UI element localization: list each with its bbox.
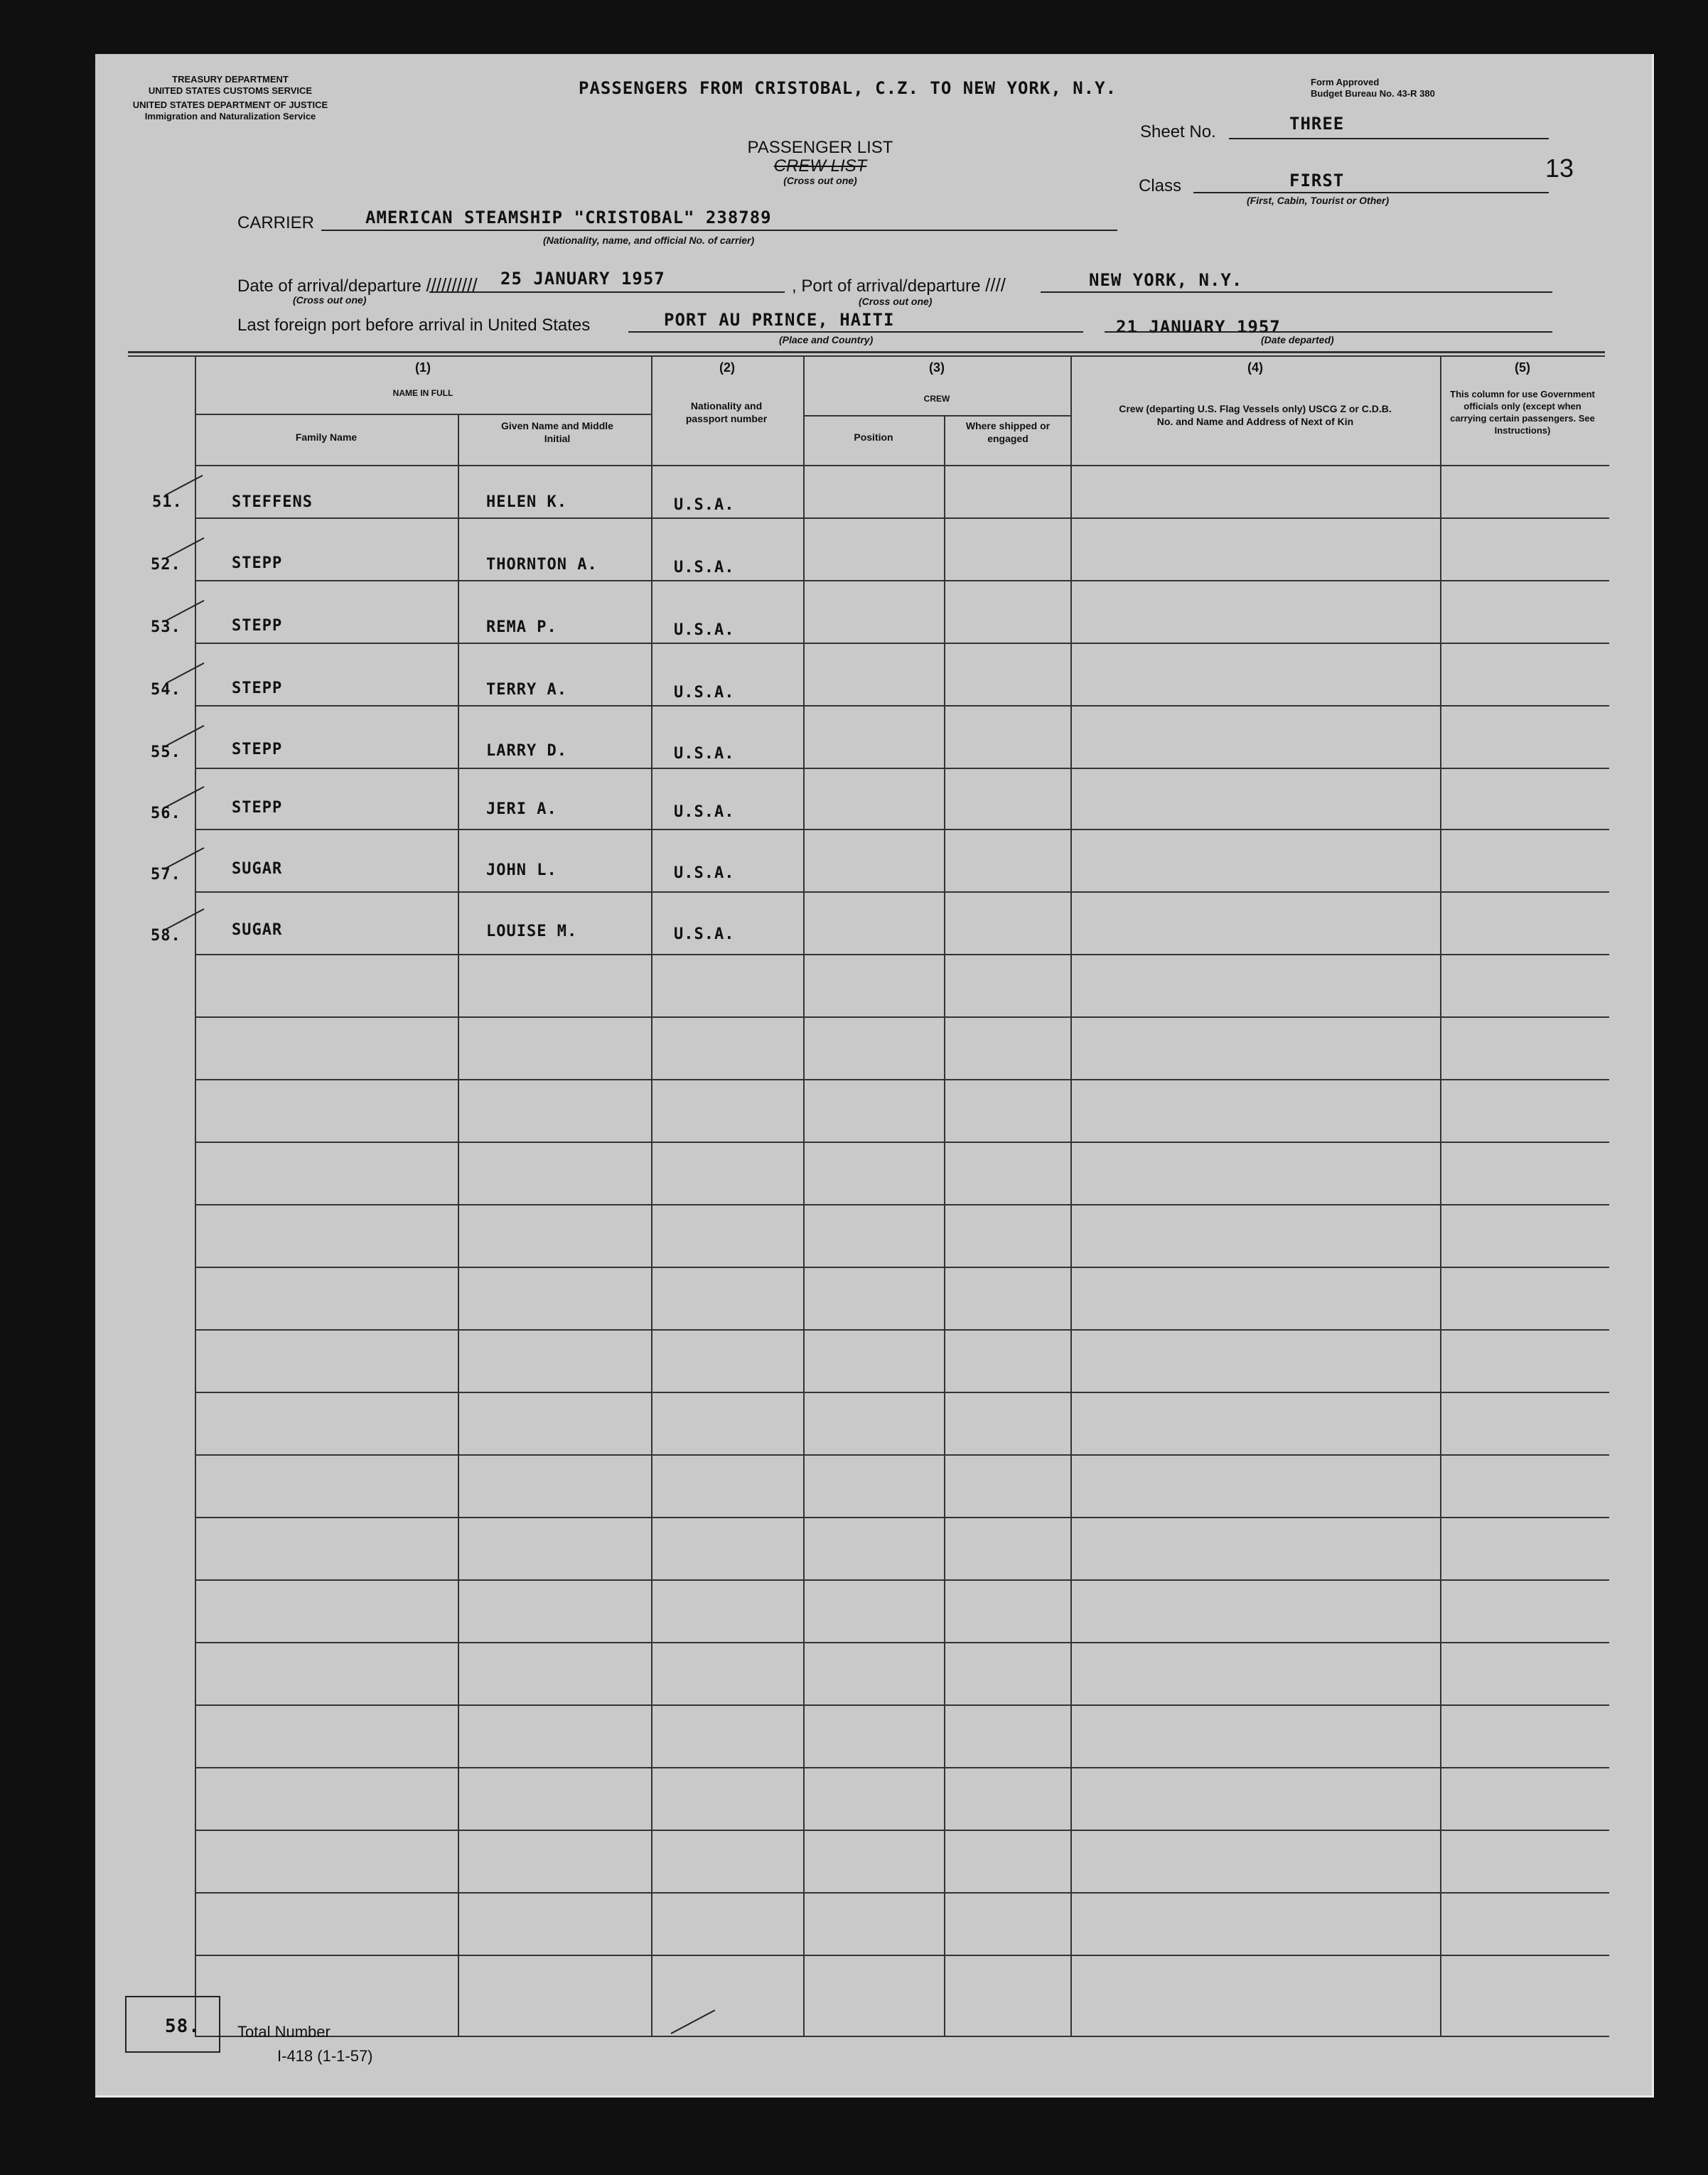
col2-title: Nationality and passport number [685, 400, 768, 424]
row-rule [195, 1579, 1609, 1581]
row-rule [195, 954, 1609, 955]
col5-title: This column for use Government officials only (except when carrying certain passengers. See Instructions) [1450, 389, 1595, 436]
nationality-cell: U.S.A. [674, 684, 735, 702]
col-line-given [458, 414, 459, 2037]
list-title-block [721, 138, 920, 186]
col-line-officials [1440, 355, 1441, 2037]
nationality-cell: U.S.A. [674, 864, 735, 882]
row-number: 58. [151, 927, 181, 945]
family-name-cell: STEPP [232, 554, 283, 572]
where-shipped-header: Where shipped or engaged [965, 420, 1051, 444]
table-bottom-rule [195, 2036, 1609, 2037]
date-label-text: Date of arrival/departure [237, 276, 421, 296]
route-title: PASSENGERS FROM CRISTOBAL, C.Z. TO NEW YORK, N.Y. [579, 78, 1117, 98]
row-rule [195, 1642, 1609, 1643]
crew-list-struck: CREW LIST [773, 156, 867, 176]
row-rule [195, 1892, 1609, 1894]
row-rule [195, 768, 1609, 769]
last-port-label: Last foreign port before arrival in United States [237, 316, 591, 335]
list-title-caption: (Cross out one) [783, 175, 857, 186]
row-number: 54. [151, 681, 181, 699]
row-rule [195, 891, 1609, 893]
date-departed-caption: (Date departed) [1261, 334, 1334, 345]
given-name-header: Given Name and Middle Initial [501, 420, 613, 444]
row-rule [195, 1142, 1609, 1143]
last-port-value: PORT AU PRINCE, HAITI [664, 310, 895, 330]
agency-line-1: TREASURY DEPARTMENT [172, 74, 289, 85]
row-rule [195, 580, 1609, 581]
carrier-label: CARRIER [237, 213, 315, 232]
given-name-cell: LOUISE M. [486, 923, 578, 940]
total-number-value: 58. [165, 2016, 200, 2037]
row-number: 55. [151, 743, 181, 761]
row-rule [195, 1204, 1609, 1205]
list-title: PASSENGER LIST [747, 138, 893, 157]
port-strike-marks: //// [985, 274, 1006, 296]
form-number: I-418 (1-1-57) [277, 2047, 373, 2065]
row-rule [195, 1267, 1609, 1268]
family-name-cell: STEPP [232, 741, 283, 758]
total-number-label: Total Number [237, 2023, 331, 2041]
col-line-left [195, 355, 196, 2037]
date-departed-value: 21 JANUARY 1957 [1116, 317, 1281, 337]
given-name-cell: JERI A. [486, 800, 557, 818]
passenger-list-sheet [95, 54, 1654, 2098]
check-mark [166, 908, 205, 930]
date-strike-marks: ////////// [426, 274, 478, 296]
row-rule [195, 1454, 1609, 1456]
col4-title: Crew (departing U.S. Flag Vessels only) USCG Z or C.D.B. No. and Name and Address of Next of Kin [1119, 403, 1392, 427]
form-approved [1311, 77, 1435, 100]
row-number: 53. [151, 618, 181, 636]
check-mark [166, 600, 205, 621]
date-underline [429, 291, 785, 293]
given-name-cell: TERRY A. [486, 681, 567, 699]
given-name-cell: LARRY D. [486, 742, 567, 760]
family-name-cell: STEPP [232, 799, 283, 817]
nationality-cell: U.S.A. [674, 925, 735, 943]
agency-line-4: Immigration and Naturalization Service [144, 111, 316, 122]
agency-block [124, 74, 337, 122]
col-line-where [944, 415, 945, 2037]
carrier-value: AMERICAN STEAMSHIP "CRISTOBAL" 238789 [365, 208, 772, 227]
row-rule [195, 1955, 1609, 1956]
footer-check-mark [671, 2009, 716, 2034]
check-mark [166, 725, 205, 746]
family-name-cell: SUGAR [232, 921, 283, 939]
col5-number: (5) [1515, 360, 1530, 375]
carrier-caption: (Nationality, name, and official No. of carrier) [543, 235, 755, 246]
col4-number: (4) [1247, 360, 1263, 375]
col3-title: CREW [923, 394, 950, 404]
given-name-cell: THORNTON A. [486, 556, 598, 574]
row-rule [195, 1517, 1609, 1518]
row-rule [195, 517, 1609, 519]
sheet-no-underline [1229, 138, 1549, 139]
form-approved-text: Form Approved [1311, 77, 1380, 87]
agency-line-3: UNITED STATES DEPARTMENT OF JUSTICE [132, 100, 328, 110]
sheet-no-label: Sheet No. [1140, 122, 1216, 141]
row-number: 57. [151, 866, 181, 884]
name-subheader-rule [195, 414, 651, 415]
nationality-cell: U.S.A. [674, 803, 735, 821]
check-mark [166, 537, 205, 559]
class-underline [1193, 192, 1549, 193]
port-underline [1041, 291, 1552, 293]
last-port-caption: (Place and Country) [779, 334, 874, 345]
class-label: Class [1139, 176, 1182, 195]
row-rule [195, 1079, 1609, 1080]
nationality-cell: U.S.A. [674, 496, 735, 514]
col-line-crew [803, 355, 805, 2037]
row-rule [195, 705, 1609, 707]
row-rule [195, 1392, 1609, 1393]
given-name-cell: REMA P. [486, 618, 557, 636]
row-rule [195, 829, 1609, 830]
row-number: 51. [152, 493, 183, 511]
position-header: Position [854, 431, 893, 443]
row-rule [195, 1016, 1609, 1018]
table-top-rule-1 [128, 351, 1605, 353]
table-top-rule-2 [128, 355, 1605, 357]
check-mark [166, 662, 205, 684]
date-value: 25 JANUARY 1957 [500, 269, 665, 289]
row-rule [195, 1329, 1609, 1331]
nationality-cell: U.S.A. [674, 621, 735, 639]
date-caption: (Cross out one) [293, 294, 367, 306]
col3-number: (3) [929, 360, 945, 375]
carrier-underline [321, 230, 1117, 231]
nationality-cell: U.S.A. [674, 745, 735, 763]
given-name-cell: JOHN L. [486, 861, 557, 879]
check-mark [166, 847, 205, 869]
date-label [237, 274, 478, 296]
col1-number: (1) [415, 360, 431, 375]
page-number: 13 [1545, 154, 1574, 183]
given-name-cell: HELEN K. [486, 493, 567, 511]
row-rule [195, 1704, 1609, 1706]
check-mark [165, 475, 203, 496]
check-mark [166, 786, 205, 807]
col2-number: (2) [719, 360, 735, 375]
family-name-cell: STEFFENS [232, 493, 313, 511]
port-label-text: , Port of arrival/departure [792, 276, 981, 296]
crew-subheader-rule [803, 415, 1070, 417]
nationality-cell: U.S.A. [674, 559, 735, 576]
row-number: 52. [151, 556, 181, 574]
row-rule [195, 1767, 1609, 1768]
row-number: 56. [151, 805, 181, 822]
port-caption: (Cross out one) [859, 296, 933, 307]
family-name-cell: STEPP [232, 617, 283, 635]
sheet-no-value: THREE [1289, 114, 1345, 134]
class-value: FIRST [1289, 171, 1345, 190]
row-rule [195, 643, 1609, 644]
col-line-nationality [651, 355, 652, 2037]
row-rule [195, 1830, 1609, 1831]
class-caption: (First, Cabin, Tourist or Other) [1247, 195, 1390, 206]
port-value: NEW YORK, N.Y. [1089, 270, 1243, 290]
port-label [792, 274, 1006, 296]
family-name-cell: STEPP [232, 680, 283, 697]
date-departed-underline [1105, 331, 1552, 333]
budget-bureau-number: Budget Bureau No. 43-R 380 [1311, 88, 1435, 99]
last-port-underline [628, 331, 1083, 333]
header-bottom-rule [195, 465, 1609, 466]
col1-title: NAME IN FULL [392, 388, 453, 398]
family-name-cell: SUGAR [232, 860, 283, 878]
agency-line-2: UNITED STATES CUSTOMS SERVICE [148, 85, 313, 96]
total-box [125, 1996, 220, 2053]
family-name-header: Family Name [295, 431, 358, 443]
col-line-kin [1070, 355, 1072, 2037]
